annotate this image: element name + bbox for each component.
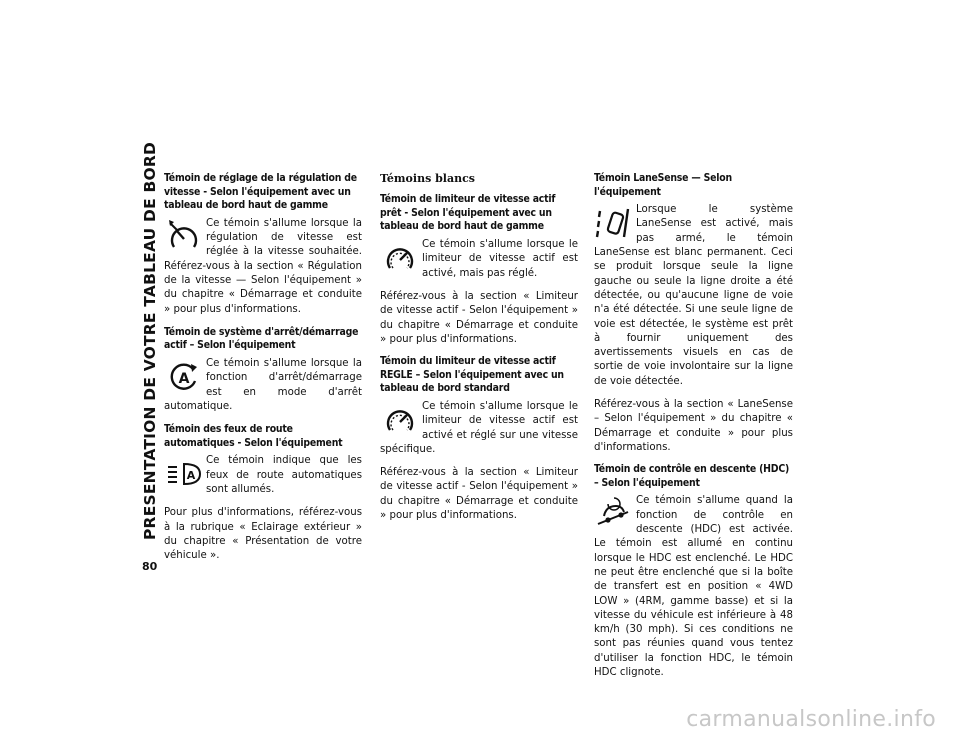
text-lanesense-more: Référez-vous à la section « LaneSense – Selon l'équipement » du chapitre « Démarrage et conduite » pour plus d'informations. <box>594 399 793 453</box>
text-lanesense: Lorsque le système LaneSense est activé, mais pas armé, le témoin LaneSense est blanc permanent. Ceci se produit lorsque seule la ligne gauche ou seule la ligne droite a été détectée, ou qu'aucune ligne de voie n'a été détectée. Si une seule ligne de voie est détectée, le système est prêt à fournir uniquement des avertissements visuels en cas de sortie de voie involontaire sur la ligne de voie détectée. <box>594 204 793 387</box>
heading-cruise-set: Témoin de réglage de la régulation de vitesse - Selon l'équipement avec un tableau de bord haut de gamme <box>164 172 357 212</box>
column-2 <box>380 172 578 531</box>
side-section-title: PRESENTATION DE VOTRE TABLEAU DE BORD <box>141 141 159 540</box>
text-cruise-set: Ce témoin s'allume lorsque la régulation de vitesse est réglée à la vitesse souhaitée. Référez-vous à la section « Régulation de la vitesse — Selon l'équipement » du chapitre « Démarrage et conduite » pour plus d'informations. <box>164 217 362 315</box>
page-number: 80 <box>142 560 158 573</box>
text-hdc: Ce témoin s'allume quand la fonction de contrôle en descente (HDC) est activée. Le témoin est allumé en continu lorsque le HDC est enclenché. Le HDC ne peut être enclenché que si la boîte de transfert est en position « 4WD LOW » (4RM, gamme basse) et si la vitesse du véhicule est inférieure à 48 km/h (30 mph). Si ces conditions ne sont pas réunies quand vous tentez d'utiliser la fonction HDC, le témoin HDC clignote. <box>594 495 793 678</box>
svg-text:A: A <box>178 371 190 388</box>
column-1 <box>164 172 362 572</box>
heading-hdc: Témoin de contrôle en descente (HDC) – Selon l'équipement <box>594 463 790 489</box>
text-limiter-set-more: Référez-vous à la section « Limiteur de vitesse actif - Selon l'équipement » du chapitre « Démarrage et conduite » pour plus d'informations. <box>380 467 578 522</box>
speed-limiter-ready-icon <box>380 238 420 280</box>
text-auto-high-beam-more: Pour plus d'informations, référez-vous à la rubrique « Eclairage extérieur » du chapitre « Présentation de votre véhicule ». <box>164 507 362 562</box>
heading-limiter-set: Témoin du limiteur de vitesse actif REGLE – Selon l'équipement avec un tableau de bord standard <box>380 355 564 395</box>
text-stop-start: Ce témoin s'allume lorsque la fonction d'arrêt/démarrage est en mode d'arrêt automatique. <box>164 358 362 412</box>
text-limiter-ready-more: Référez-vous à la section « Limiteur de vitesse actif - Selon l'équipement » du chapitre « Démarrage et conduite » pour plus d'informations. <box>380 290 578 345</box>
heading-stop-start: Témoin de système d'arrêt/démarrage actif – Selon l'équipement <box>164 325 359 352</box>
cruise-control-set-icon <box>164 217 204 259</box>
text-limiter-ready: Ce témoin s'allume lorsque le limiteur de vitesse actif est activé, mais pas réglé. <box>422 239 578 279</box>
figure-cruise-set <box>164 217 362 317</box>
hill-descent-control-icon <box>594 494 634 536</box>
figure-limiter-set <box>380 400 578 457</box>
watermark-logo: carmanualsonline.info <box>686 707 936 732</box>
speed-limiter-set-icon <box>380 400 420 442</box>
heading-auto-high-beam: Témoin des feux de route automatiques - Selon l'équipement <box>164 423 343 449</box>
figure-stop-start <box>164 357 362 414</box>
heading-lanesense: Témoin LaneSense — Selon l'équipement <box>594 172 732 198</box>
text-auto-high-beam: Ce témoin indique que les feux de route automatiques sont allumés. <box>206 455 362 496</box>
svg-text:A: A <box>186 469 196 483</box>
figure-hdc <box>594 494 793 680</box>
section-title-white-lights: Témoins blancs <box>380 172 475 185</box>
figure-auto-high-beam <box>164 454 362 497</box>
figure-lanesense <box>594 203 793 389</box>
auto-stop-start-icon <box>164 357 204 399</box>
text-limiter-set: Ce témoin s'allume lorsque le limiteur de vitesse actif est activé et réglé sur une vitesse spécifique. <box>380 400 578 455</box>
heading-limiter-ready: Témoin de limiteur de vitesse actif prêt - Selon l'équipement avec un tableau de bord haut de gamme <box>380 193 556 233</box>
lanesense-icon <box>594 203 634 245</box>
figure-limiter-ready <box>380 238 578 281</box>
auto-high-beam-icon <box>164 454 204 496</box>
column-3 <box>594 172 793 689</box>
